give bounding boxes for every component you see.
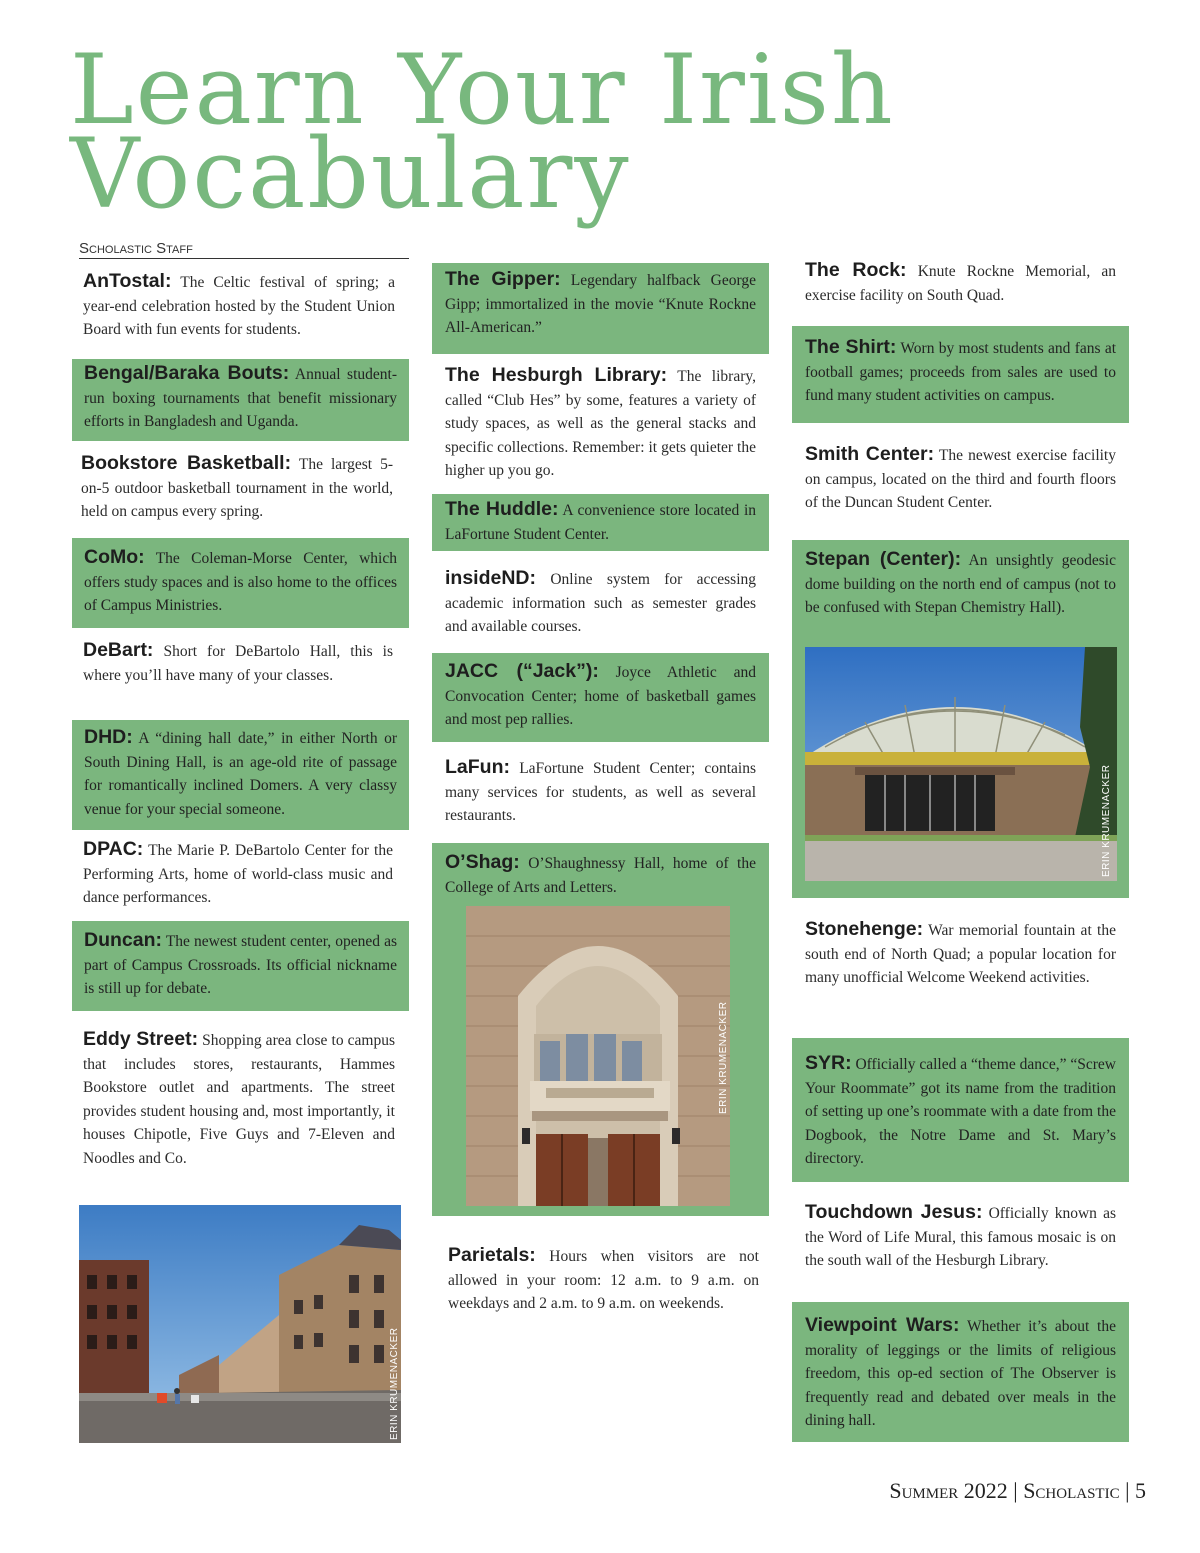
term: Duncan:: [84, 929, 162, 951]
stepan-center-illustration: [805, 647, 1117, 881]
entry-insidend: [445, 567, 756, 639]
title-line-1: Learn Your Irish: [70, 34, 895, 146]
definition: Hours when visitors are not allowed in your room: 12 a.m. to 9 a.m. on weekdays and 2 a.m. to 9 a.m. on weekends.: [448, 1248, 759, 1312]
definition: Worn by most students and fans at football games; proceeds from sales are used to fund many student activities on campus.: [805, 340, 1116, 404]
term: O’Shag:: [445, 851, 520, 873]
byline: Scholastic Staff: [79, 240, 409, 259]
definition: Joyce Athletic and Convocation Center; home of basketball games and most pep rallies.: [445, 664, 756, 728]
definition: The Coleman-Morse Center, which offers study spaces and is also home to the offices of Campus Ministries.: [84, 550, 397, 614]
term: Viewpoint Wars:: [805, 1314, 960, 1336]
definition: Officially called a “theme dance,” “Screw Your Roommate” got its name from the tradition of setting up one’s roommate with a date from the Dogbook, the Notre Dame and St. Mary’s directory.: [805, 1056, 1116, 1167]
term: The Hesburgh Library:: [445, 364, 668, 386]
term: The Shirt:: [805, 336, 897, 358]
term: DHD:: [84, 726, 133, 748]
entry-bengal: [72, 359, 409, 441]
footer-magazine: Scholastic: [1023, 1478, 1120, 1503]
definition: The Celtic festival of spring; a year-end celebration hosted by the Student Union Board with fun events for students.: [83, 274, 395, 338]
entry-smith-center: [805, 443, 1116, 515]
entry-stonehenge: [805, 918, 1116, 990]
definition: Legendary halfback George Gipp; immortalized in the movie “Knute Rockne All-American.”: [445, 272, 756, 336]
definition: An unsightly geodesic dome building on the north end of campus (not to be confused with Stepan Chemistry Hall).: [805, 552, 1116, 616]
stepan-center-photo: [805, 647, 1117, 881]
definition: Shopping area close to campus that includes stores, restaurants, Hammes Bookstore outlet and apartments. The street provides student housing and, most importantly, it houses Chipotle, Five Guys and 7-Eleven and Noodles and Co.: [83, 1032, 396, 1167]
term: AnTostal:: [83, 270, 172, 292]
photo-credit: ERIN KRUMENACKER: [1101, 764, 1112, 877]
definition: LaFortune Student Center; contains many services for students, as well as several restaurants.: [445, 760, 756, 824]
definition: The largest 5-on-5 outdoor basketball tournament in the world, held on campus every spring.: [81, 456, 393, 520]
definition: The newest student center, opened as part of Campus Crossroads. Its official nickname is still up for debate.: [84, 933, 397, 997]
entry-the-huddle: [432, 494, 769, 551]
term: Bookstore Basketball:: [81, 452, 292, 474]
entry-bookstore: [81, 452, 393, 524]
eddy-street-photo: [79, 1205, 401, 1443]
oshag-photo: [466, 906, 730, 1206]
page-footer: [889, 1478, 1146, 1504]
footer-page-number: 5: [1135, 1478, 1146, 1503]
term: Eddy Street:: [83, 1028, 199, 1050]
eddy-street-illustration: [79, 1205, 401, 1443]
term: The Huddle:: [445, 498, 559, 520]
term: The Rock:: [805, 259, 907, 281]
entry-duncan: [72, 921, 409, 1011]
footer-separator: |: [1125, 1478, 1130, 1503]
entry-como: [72, 538, 409, 628]
term: Bengal/Baraka Bouts:: [84, 362, 290, 384]
term: The Gipper:: [445, 268, 561, 290]
definition: A “dining hall date,” in either North or South Dining Hall, is an age-old rite of passage for romantically inclined Domers. A very classy venue for your special someone.: [84, 730, 397, 818]
term: Stonehenge:: [805, 918, 924, 940]
oshag-illustration: [466, 906, 730, 1206]
entry-debart: [83, 639, 393, 687]
definition: O’Shaughnessy Hall, home of the College of Arts and Letters.: [445, 855, 756, 896]
definition: Knute Rockne Memorial, an exercise facility on South Quad.: [805, 263, 1117, 304]
entry-the-gipper: [432, 263, 769, 354]
entry-antostal: [83, 270, 395, 342]
term: Stepan (Center):: [805, 548, 962, 570]
photo-credit: ERIN KRUMENACKER: [389, 1327, 400, 1440]
term: Parietals:: [448, 1244, 536, 1266]
entry-dpac: [83, 838, 393, 910]
term: DPAC:: [83, 838, 144, 860]
photo-credit: ERIN KRUMENACKER: [718, 1001, 729, 1114]
entry-hesburgh-library: [445, 364, 756, 483]
definition: Online system for accessing academic information such as semester grades and available courses.: [445, 571, 756, 635]
definition: The Marie P. DeBartolo Center for the Performing Arts, home of world-class music and dance performances.: [83, 842, 393, 906]
definition: War memorial fountain at the south end of North Quad; a popular location for many unofficial Welcome Weekend activities.: [805, 922, 1116, 986]
definition: The library, called “Club Hes” by some, features a variety of study spaces, as well as the general stacks and specific collections. Remember: it gets quieter the higher up you go.: [445, 368, 756, 479]
entry-touchdown-jesus: [805, 1201, 1116, 1273]
term: insideND:: [445, 567, 537, 589]
term: LaFun:: [445, 756, 510, 778]
term: SYR:: [805, 1052, 852, 1074]
term: Smith Center:: [805, 443, 935, 465]
definition: Whether it’s about the morality of leggings or the limits of religious freedom, this op-ed section of The Observer is frequently read and debated over meals in the dining hall.: [805, 1318, 1116, 1429]
term: CoMo:: [84, 546, 145, 568]
entry-parietals: [448, 1244, 759, 1316]
page-title: [70, 34, 895, 230]
term: DeBart:: [83, 639, 154, 661]
entry-eddy-street: [83, 1028, 395, 1170]
entry-jacc: [432, 653, 769, 742]
entry-syr: [792, 1038, 1129, 1182]
definition: Short for DeBartolo Hall, this is where you’ll have many of your classes.: [83, 643, 394, 684]
title-line-2: Vocabulary: [70, 118, 631, 230]
term: Touchdown Jesus:: [805, 1201, 983, 1223]
entry-the-rock: [805, 259, 1116, 307]
footer-issue: Summer 2022: [889, 1478, 1008, 1503]
entry-the-shirt: [792, 326, 1129, 423]
definition: The newest exercise facility on campus, located on the third and fourth floors of the Duncan Student Center.: [805, 447, 1116, 511]
definition: Annual student-run boxing tournaments that benefit missionary efforts in Bangladesh and Uganda.: [84, 366, 397, 430]
entry-dhd: [72, 720, 409, 830]
entry-lafun: [445, 756, 756, 828]
term: JACC (“Jack”):: [445, 660, 599, 682]
footer-separator: |: [1013, 1478, 1018, 1503]
entry-viewpoint-wars: [792, 1302, 1129, 1442]
definition: A convenience store located in LaFortune Student Center.: [445, 502, 756, 543]
definition: Officially known as the Word of Life Mural, this famous mosaic is on the south wall of the Hesburgh Library.: [805, 1205, 1117, 1269]
